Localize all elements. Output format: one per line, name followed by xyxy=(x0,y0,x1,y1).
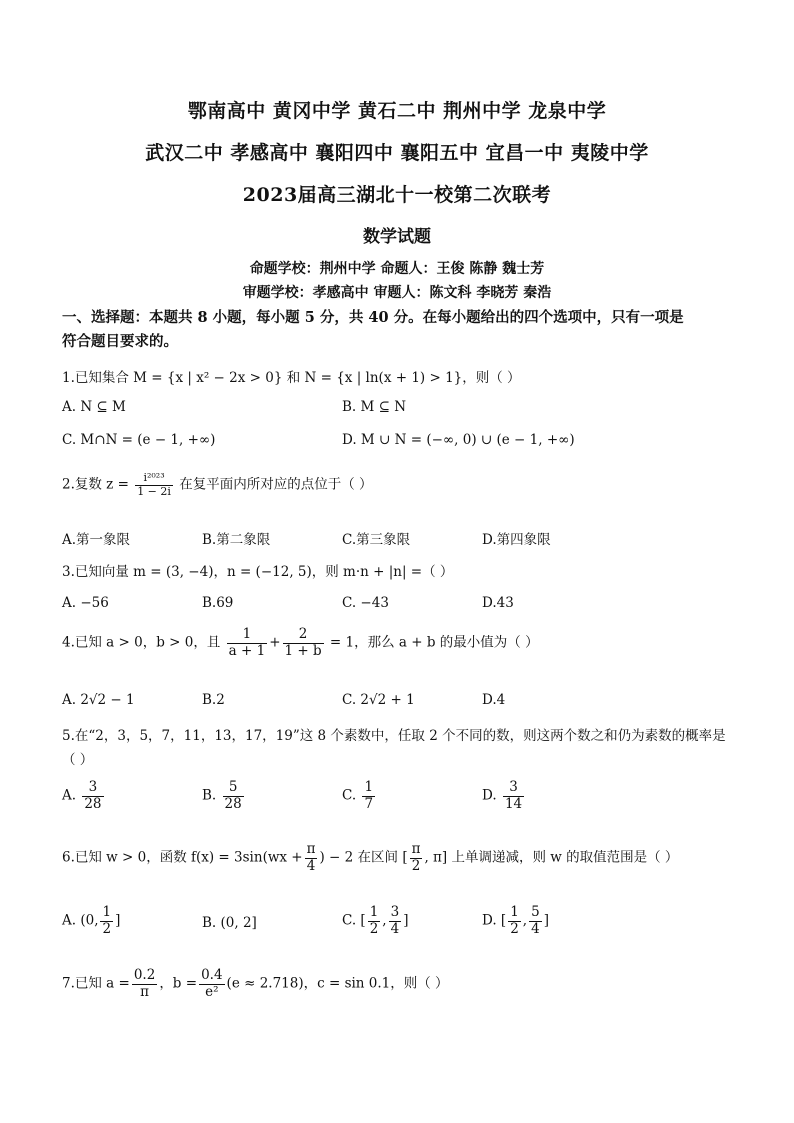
q5-b-den: 28 xyxy=(224,795,242,812)
q7-b-den: e² xyxy=(205,983,219,1000)
school-list-line1: 鄂南高中 黄冈中学 黄石二中 荆州中学 龙泉中学 xyxy=(187,100,607,122)
q7-stem-suffix: (e ≈ 2.718)，c = sin 0.1，则（ ） xyxy=(226,975,449,992)
q6-d-prefix: D. [ xyxy=(482,912,507,929)
q4-f2-numerator: 2 xyxy=(283,627,324,644)
q6-d-fraction-1 xyxy=(508,905,521,937)
q6-a-suffix: ] xyxy=(115,912,121,929)
q4-f1-denominator: a + 1 xyxy=(228,642,266,659)
q6-fraction-1 xyxy=(305,842,318,874)
q6-d-den2: 4 xyxy=(531,920,540,937)
q3-option-d: D.43 xyxy=(482,595,514,611)
q3-option-c: C. −43 xyxy=(342,595,389,611)
q2-option-a: A.第一象限 xyxy=(62,532,131,548)
q2-stem-prefix: 2.复数 z = xyxy=(62,476,129,493)
q4-option-c: C. 2√2 + 1 xyxy=(342,692,415,708)
q5-c-label: C. xyxy=(342,787,357,804)
q6-f2-num: π xyxy=(411,841,421,857)
q4-stem-prefix: 4.已知 a > 0，b > 0，且 xyxy=(62,634,221,651)
q5-option-a xyxy=(62,780,106,812)
q6-c-fraction-2 xyxy=(389,905,402,937)
question-5-stem-line2: （ ） xyxy=(62,752,94,768)
q6-stem-middle: ) − 2 在区间 [ xyxy=(319,849,408,866)
q6-a-den: 2 xyxy=(102,920,112,937)
q5-b-label: B. xyxy=(202,787,217,804)
q6-c-num2: 3 xyxy=(390,904,400,920)
subject-title: 数学试题 xyxy=(363,227,431,247)
q6-a-num: 1 xyxy=(102,904,112,920)
q6-option-c: C. [ $\frac{1}{2}$ , $\frac{3}{4}$ ] xyxy=(342,904,409,937)
q6-option-a xyxy=(62,905,120,937)
q7-b-num: 0.4 xyxy=(201,967,223,983)
q5-c-fraction xyxy=(362,780,375,812)
q6-c-den2: 4 xyxy=(390,920,400,937)
q5-d-num: 3 xyxy=(503,780,524,797)
q4-fraction-2 xyxy=(283,627,324,659)
q6-option-d: D. [ $\frac{1}{2}$ , $\frac{5}{4}$ ] xyxy=(482,904,549,937)
question-6-stem xyxy=(62,842,678,874)
exam-title: 2023届高三湖北十一校第二次联考 xyxy=(242,184,552,206)
q2-denominator: 1 − 2i xyxy=(137,484,171,498)
q6-d-den1: 2 xyxy=(510,920,519,937)
q5-c-den: 7 xyxy=(364,795,374,812)
q5-c-num: 1 xyxy=(364,779,374,795)
q6-d-num1: 1 xyxy=(510,904,519,920)
q4-f2-denominator: 1 + b xyxy=(284,642,322,659)
q6-c-num1: 1 xyxy=(369,904,379,920)
school-list-line2: 武汉二中 孝感高中 襄阳四中 襄阳五中 宜昌一中 夷陵中学 xyxy=(145,142,649,164)
q5-a-den: 28 xyxy=(84,795,102,812)
q3-option-b: B.69 xyxy=(202,595,234,611)
q6-f1-den: 4 xyxy=(306,857,316,874)
q6-f1-num: π xyxy=(306,841,316,857)
q7-stem-prefix: 7.已知 a = xyxy=(62,975,130,992)
q5-a-label: A. xyxy=(62,787,77,804)
q2-option-d: D.第四象限 xyxy=(482,532,551,548)
q5-a-fraction xyxy=(82,780,103,812)
q6-option-b: B. (0, 2] xyxy=(202,915,257,931)
q5-option-d xyxy=(482,780,526,812)
q6-fraction-2 xyxy=(410,842,423,874)
question-3-stem: 3.已知向量 m = (3, −4)，n = (−12, 5)，则 m·n + |n| =（ ） xyxy=(62,564,454,580)
q7-a-den: π xyxy=(140,983,149,1000)
question-4-stem xyxy=(62,627,539,659)
q6-d-suffix: ] xyxy=(543,912,549,929)
question-1-stem: 1.已知集合 M = {x | x² − 2x > 0} 和 N = {x | ln(x + 1) > 1}，则（ ） xyxy=(62,370,521,386)
q6-c-prefix: C. [ xyxy=(342,912,366,929)
q1-option-b: B. M ⊆ N xyxy=(342,399,407,415)
q6-d-fraction-2 xyxy=(529,905,542,937)
setter-info: 命题学校：荆州中学 命题人：王俊 陈静 魏士芳 xyxy=(249,261,545,277)
q1-option-c: C. M∩N = (e − 1, +∞) xyxy=(62,432,216,448)
q6-c-den1: 2 xyxy=(369,920,379,937)
q4-option-a: A. 2√2 − 1 xyxy=(62,692,135,708)
q5-b-fraction xyxy=(223,780,244,812)
question-7-stem xyxy=(62,968,449,1000)
question-2-stem xyxy=(62,472,373,498)
q6-stem-prefix: 6.已知 w > 0，函数 f(x) = 3sin(wx + xyxy=(62,849,303,866)
q3-option-a: A. −56 xyxy=(62,595,109,611)
q5-d-den: 14 xyxy=(504,795,523,812)
q5-a-num: 3 xyxy=(82,780,103,797)
q5-option-b xyxy=(202,780,246,812)
q6-c-fraction-1 xyxy=(368,905,381,937)
q4-stem-suffix: = 1，那么 a + b 的最小值为（ ） xyxy=(329,634,539,651)
q1-option-a: A. N ⊆ M xyxy=(62,399,126,415)
q4-option-b: B.2 xyxy=(202,692,225,708)
q7-stem-middle: ，b = xyxy=(159,975,198,992)
q6-a-prefix: A. (0, xyxy=(62,912,99,929)
q2-numerator: i²⁰²³ xyxy=(135,472,173,486)
section-heading-line1: 一、选择题：本题共 8 小题，每小题 5 分，共 40 分。在每小题给出的四个选项中，只有一项是 xyxy=(62,309,684,326)
q4-fraction-1 xyxy=(227,627,268,659)
section-heading-line2: 符合题目要求的。 xyxy=(62,333,178,350)
q5-d-fraction xyxy=(503,780,524,812)
q2-option-b: B.第二象限 xyxy=(202,532,271,548)
q1-option-d: D. M ∪ N = (−∞, 0) ∪ (e − 1, +∞) xyxy=(342,432,575,448)
q5-d-label: D. xyxy=(482,787,497,804)
q7-a-num: 0.2 xyxy=(133,967,156,983)
q2-fraction xyxy=(135,472,173,498)
q4-option-d: D.4 xyxy=(482,692,506,708)
q5-option-c xyxy=(342,780,377,812)
q6-a-fraction xyxy=(100,905,113,937)
q5-b-num: 5 xyxy=(223,780,244,797)
q4-f1-numerator: 1 xyxy=(227,627,268,644)
q4-plus: + xyxy=(269,634,281,651)
q2-stem-suffix: 在复平面内所对应的点位于（ ） xyxy=(179,476,373,493)
q6-f2-den: 2 xyxy=(411,857,421,874)
q2-option-c: C.第三象限 xyxy=(342,532,411,548)
q6-stem-suffix: , π] 上单调递减，则 w 的取值范围是（ ） xyxy=(424,849,679,866)
question-5-stem-line1: 5.在“2，3，5，7，11，13，17，19”这 8 个素数中，任取 2 个不同的数，则这两个数之和仍为素数的概率是 xyxy=(62,728,726,744)
q6-d-num2: 5 xyxy=(531,904,540,920)
reviewer-info: 审题学校：孝感高中 审题人：陈文科 李晓芳 秦浩 xyxy=(242,285,552,301)
q7-fraction-b xyxy=(199,968,224,1000)
q6-c-suffix: ] xyxy=(403,912,409,929)
q7-fraction-a xyxy=(132,968,157,1000)
